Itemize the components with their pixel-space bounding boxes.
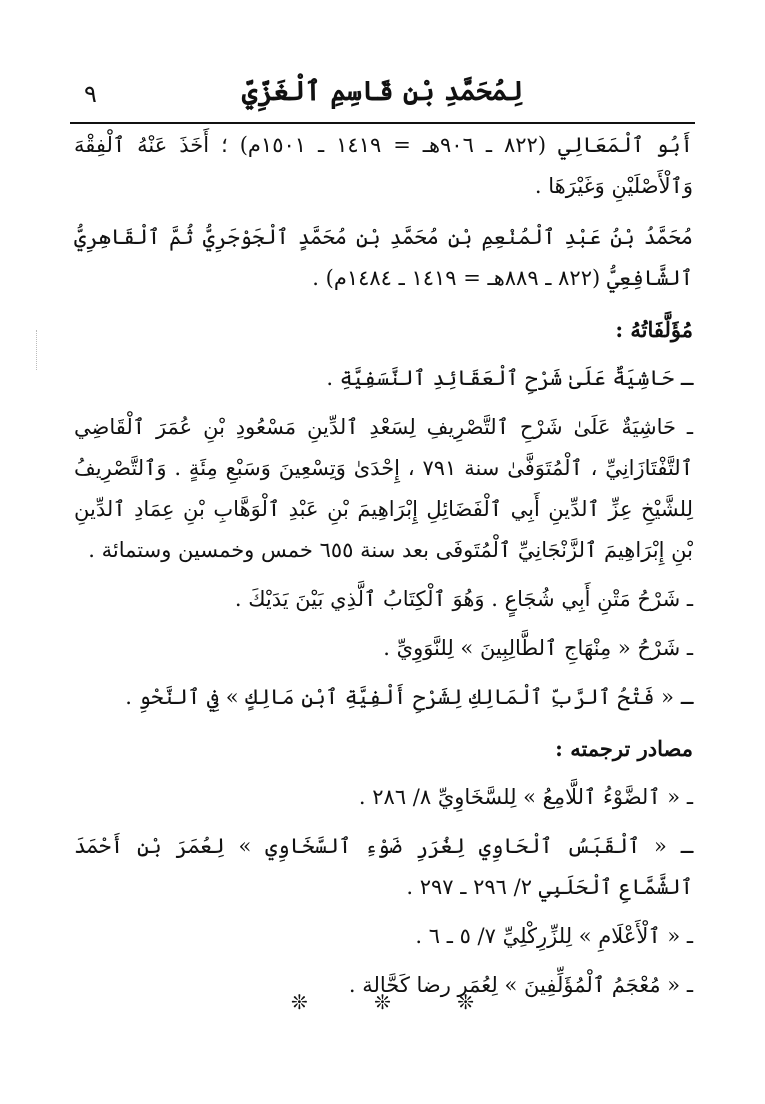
running-title: لِمُحَمَّدِ بْنِ قَاسِمِ ٱلْغَزِّيِّ	[241, 76, 524, 107]
ornament-star-icon: ❊	[374, 990, 391, 1014]
works-item: ـ « فَتْحُ ٱلرَّبِّ ٱلْمَالِكِ لِشَرْحِ أَلْفِيَّةِ ٱبْنِ مَالِكٍ » فِي ٱلنَّحْوِ .	[125, 685, 693, 709]
source-item: ـ « ٱلضَّوْءُ ٱللَّامِعُ » لِلسَّخَاوِيِّ ٨/ ٢٨٦ .	[358, 785, 693, 809]
sources-heading: مصادر ترجمته :	[555, 736, 693, 761]
page-header	[70, 70, 695, 126]
works-item: ـ شَرْحُ مَتْنِ أَبِي شُجَاعٍ . وَهُوَ ٱلْكِتَابُ ٱلَّذِي بَيْنَ يَدَيْكَ .	[234, 587, 693, 611]
source-item: ـ « مُعْجَمُ ٱلْمُؤَلِّفِينَ » لِعُمَر رضا كَحَّالة .	[348, 973, 693, 997]
paragraph-teacher-2: مُحَمَّدُ بْنُ عَبْدِ ٱلْمُنْعِمِ بْنِ مُحَمَّدِ بْنِ مُحَمَّدٍ ٱلْجَوْجَرِيُّ ثُمَّ ٱلْقَاهِرِيُّ ٱلشَّافِعِيُّ (٨٢٢ ـ ٨٨٩هـ = ١٤١٩ ـ ١٤٨٤م) .	[74, 225, 693, 290]
scan-margin-mark	[36, 330, 38, 370]
ornament-star-icon: ❊	[457, 990, 474, 1014]
works-heading: مُؤَلَّفَاتُهُ :	[615, 317, 693, 342]
works-item: ـ حَاشِيَةٌ عَلَىٰ شَرْحِ ٱلتَّصْرِيفِ لِسَعْدِ ٱلدِّينِ مَسْعُودِ بْنِ عُمَرَ ٱلْقَاضِي ٱلتَّفْتَازَانِيِّ ، ٱلْمُتَوَفَّىٰ سنة ٧٩١ ، إِحْدَىٰ وَتِسْعِينَ وَسَبْعِ مِئَةٍ . وَٱلتَّصْرِيفُ لِلشَّيْخِ عِزِّ ٱلدِّينِ أَبِي ٱلْفَضَائِلِ إِبْرَاهِيمَ بْنِ عَبْدِ ٱلْوَهَّابِ بْنِ عِمَادِ ٱلدِّينِ بْنِ إِبْرَاهِيمَ ٱلزَّنْجَانِيِّ ٱلْمُتَوفَى بعد سنة ٦٥٥ خمس وخمسين وستمائة .	[74, 415, 693, 562]
works-item: ـ حَاشِيَةٌ عَلَىٰ شَرْحِ ٱلْعَقَائِدِ ٱلنَّسَفِيَّةِ .	[326, 366, 693, 390]
page-body	[74, 125, 693, 1014]
paragraph-teacher-1: أَبُو ٱلْمَعَالِي (٨٢٢ ـ ٩٠٦هـ = ١٤١٩ ـ ١٥٠١م) ؛ أَخَذَ عَنْهُ ٱلْفِقْهَ وَٱلْأَصْلَيْنِ وَغَيْرَهَا .	[74, 133, 693, 198]
header-rule	[70, 122, 695, 124]
source-item: ـ « ٱلْأَعْلَامِ » لِلزِّرِكْلِيِّ ٧/ ٥ ـ ٦ .	[415, 924, 693, 948]
page-number: ٩	[84, 80, 97, 108]
ornament-star-icon: ❊	[290, 990, 308, 1014]
works-item: ـ شَرْحُ « مِنْهَاجِ ٱلطَّالِبِينَ » لِلنَّوَوِيِّ .	[383, 636, 693, 660]
source-item: ـ « ٱلْقَبَسُ ٱلْحَاوِي لِغُرَرِ ضَوْءِ ٱلسَّخَاوِي » لِعُمَرَ بْنِ أَحْمَدَ ٱلشَّمَّاعِ ٱلْحَلَبِي ٢/ ٢٩٦ ـ ٢٩٧ .	[74, 834, 693, 899]
section-ornaments	[0, 990, 765, 1014]
